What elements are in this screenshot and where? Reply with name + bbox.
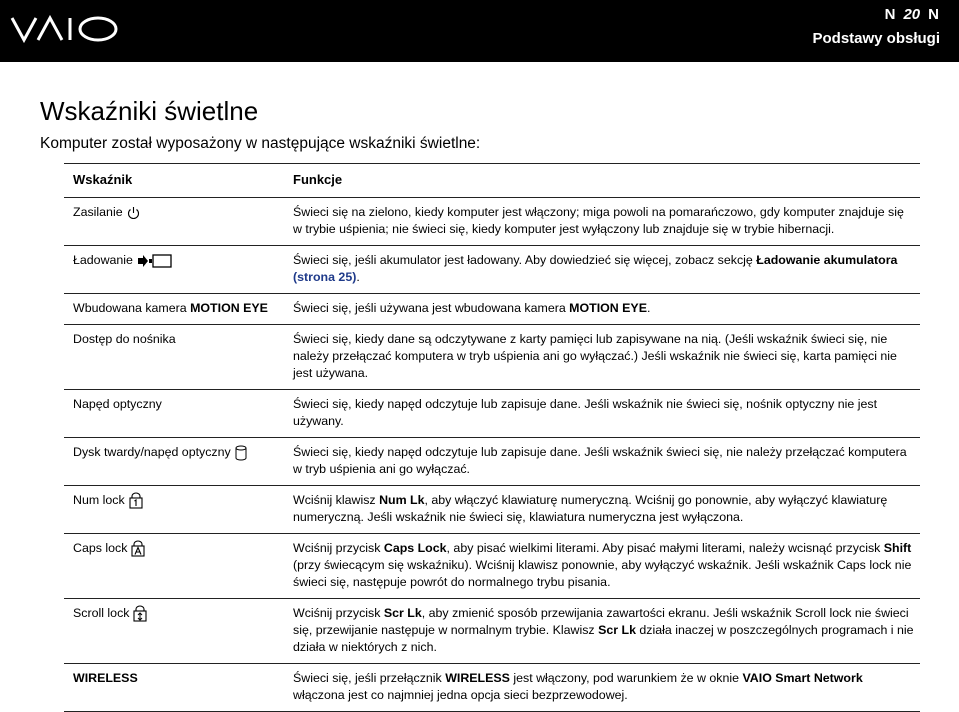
indicator-name: Caps lock (64, 534, 284, 599)
table-header-row (64, 164, 920, 198)
table-row (64, 599, 920, 664)
header-functions: Funkcje (293, 172, 343, 187)
indicator-table (64, 163, 920, 712)
power-icon (127, 206, 140, 220)
table-row (64, 438, 920, 486)
indicator-name: Napęd optyczny (73, 397, 162, 411)
table-row (64, 390, 920, 438)
indicator-description: Wciśnij klawisz Num Lk, aby włączyć klawiaturę numeryczną. Wciśnij go ponownie, aby wyłączyć klawiaturę numeryczną. Jeśli wskaźnik nie świeci się, klawiatura numeryczna jest wyłączona. (293, 493, 888, 524)
scroll-lock-icon (133, 605, 147, 622)
page-number: 20 (903, 6, 921, 23)
table-row (64, 246, 920, 294)
num-lock-icon (129, 492, 143, 509)
table-row (64, 534, 920, 599)
section-title: Podstawy obsługi (812, 30, 940, 47)
table-row (64, 486, 920, 534)
indicator-name: Zasilanie (64, 198, 284, 246)
indicator-description: Wciśnij przycisk Caps Lock, aby pisać wielkimi literami. Aby pisać małymi literami, należy wcisnąć przycisk Shift (przy świecącym się wskaźniku). Wciśnij klawisz ponownie, aby wyłączyć wskaźnik. Jeśli wskaźnik Caps lock nie świeci się, następuje powrót do normalnego trybu pisania. (293, 541, 912, 589)
intro-text: Komputer został wyposażony w następujące wskaźniki świetlne: (40, 135, 481, 152)
indicator-name: WIRELESS (73, 671, 138, 685)
indicator-name: Num lock (64, 486, 284, 534)
page-navigation (885, 6, 939, 23)
indicator-name: Dostęp do nośnika (73, 332, 176, 346)
table-row (64, 664, 920, 712)
next-page-arrow[interactable]: N (928, 6, 939, 23)
vaio-logo (10, 14, 122, 44)
battery-charge-icon (137, 253, 173, 269)
previous-page-arrow[interactable]: N (884, 6, 896, 23)
indicator-description: Świeci się na zielono, kiedy komputer jest włączony; miga powoli na pomarańczowo, gdy komputer znajduje się w trybie uśpienia; nie świeci się, kiedy komputer jest wyłączony lub znajduje się w trybie hibernacji. (293, 205, 904, 236)
indicator-name: Dysk twardy/napęd optyczny (64, 438, 284, 486)
indicator-description: Świeci się, jeśli akumulator jest ładowany. Aby dowiedzieć się więcej, zobacz sekcję Ładowanie akumulatora (strona 25). (293, 253, 898, 284)
indicator-name: Wbudowana kamera MOTION EYE (73, 301, 268, 315)
indicator-name: Scroll lock (64, 599, 284, 664)
drive-icon (235, 445, 247, 461)
indicator-description: Świeci się, kiedy napęd odczytuje lub zapisuje dane. Jeśli wskaźnik nie świeci się, nośnik optyczny nie jest używany. (293, 397, 878, 428)
indicator-description: Świeci się, kiedy napęd odczytuje lub zapisuje dane. Jeśli wskaźnik świeci się, nie należy przełączać komputera w tryb uśpienia ani go wyłączać. (293, 445, 907, 476)
table-row (64, 325, 920, 390)
indicator-description: Wciśnij przycisk Scr Lk, aby zmienić sposób przewijania zawartości ekranu. Jeśli wskaźnik Scroll lock nie świeci się, przewijanie następuje w normalnym trybie. Klawisz Scr Lk działa inaczej w poszczególnych programach i nie działa w niektórych z nich. (293, 606, 914, 654)
header-bar (0, 0, 959, 62)
table-row (64, 294, 920, 325)
indicator-description: Świeci się, jeśli przełącznik WIRELESS jest włączony, pod warunkiem że w oknie VAIO Smart Network włączona jest co najmniej jedna opcja sieci bezprzewodowej. (293, 671, 863, 702)
header-indicator: Wskaźnik (73, 172, 133, 187)
page-title: Wskaźniki świetlne (40, 96, 259, 126)
indicator-description: Świeci się, kiedy dane są odczytywane z karty pamięci lub zapisywane na nią. (Jeśli wskaźnik świeci się, nie należy przełączać komputera w tryb uśpienia ani go wyłączać.) Jeśli wskaźnik nie świeci się, karta pamięci nie jest używana. (293, 332, 897, 380)
table-row (64, 198, 920, 246)
link-page-25[interactable]: (strona 25) (293, 270, 357, 284)
caps-lock-icon (131, 540, 145, 557)
indicator-name: Ładowanie (64, 246, 284, 294)
indicator-description: Świeci się, jeśli używana jest wbudowana kamera MOTION EYE. (293, 301, 651, 315)
link-charging-section[interactable]: Ładowanie akumulatora (756, 253, 898, 267)
